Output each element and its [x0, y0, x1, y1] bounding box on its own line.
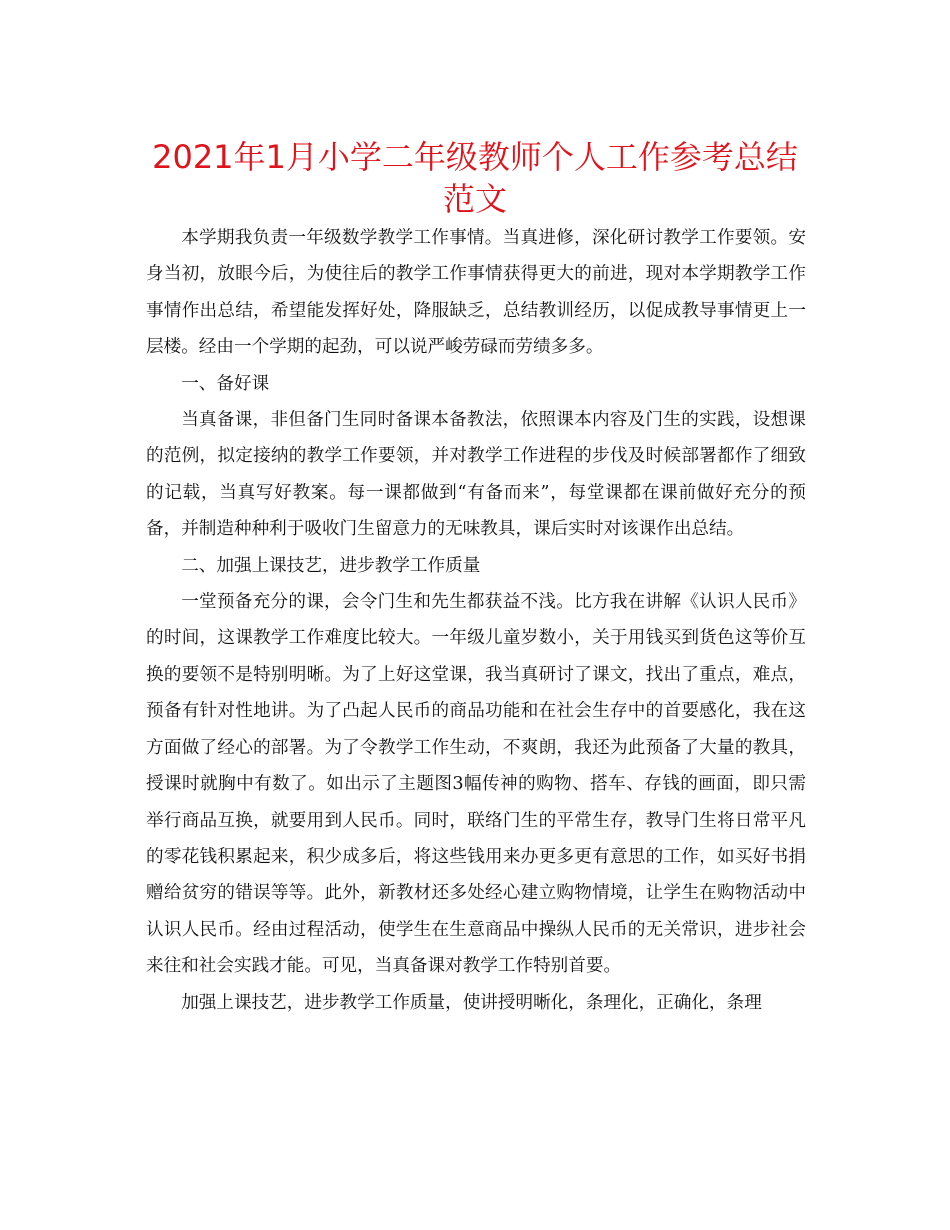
section-heading-1: 一、备好课	[181, 373, 270, 394]
document-body	[146, 220, 806, 1021]
paragraph-lesson-prep: 当真备课，非但备门生同时备课本备教法，依照课本内容及门生的实践，设想课的范例，拟定接纳的教学工作要领，并对教学工作进程的步伐及时候部署都作了细致的记载，当真写好教案。每一课都做到“有备而来”，每堂课都在课前做好充分的预备，并制造种种利于吸收门生留意力的无味教具，课后实时对该课作出总结。	[146, 410, 806, 540]
paragraph-intro: 本学期我负责一年级数学教学工作事情。当真进修，深化研讨教学工作要领。安身当初，放眼今后，为使往后的教学工作事情获得更大的前进，现对本学期教学工作事情作出总结，希望能发挥好处，降服缺乏，总结教训经历，以促成教导事情更上一层楼。经由一个学期的起劲，可以说严峻劳碌而劳绩多多。	[146, 228, 806, 358]
title-line-2: 范文	[442, 180, 507, 218]
document-title	[0, 136, 950, 220]
section-heading-2: 二、加强上课技艺，进步教学工作质量	[181, 555, 481, 576]
paragraph-teaching-skills: 加强上课技艺，进步教学工作质量，使讲授明晰化，条理化，正确化，条理	[181, 992, 762, 1013]
title-line-1: 2021年1月小学二年级教师个人工作参考总结	[152, 138, 798, 176]
paragraph-rmb-lesson: 一堂预备充分的课，会令门生和先生都获益不浅。比方我在讲解《认识人民币》的时间，这课教学工作难度比较大。一年级儿童岁数小，关于用钱买到货色这等价互换的要领不是特别明晰。为了上好这堂课，我当真研讨了课文，找出了重点，难点，预备有针对性地讲。为了凸起人民币的商品功能和在社会生存中的首要感化，我在这方面做了经心的部署。为了令教学工作生动，不爽朗，我还为此预备了大量的教具，授课时就胸中有数了。如出示了主题图3幅传神的购物、搭车、存钱的画面，即只需举行商品互换，就要用到人民币。同时，联络门生的平常生存，教导门生将日常平凡的零花钱积累起来，积少成多后，将这些钱用来办更多更有意思的工作，如买好书捐赠给贫穷的错误等等。此外，新教材还多处经心建立购物情境，让学生在购物活动中认识人民币。经由过程活动，使学生在生意商品中操纵人民币的无关常识，进步社会来往和社会实践才能。可见，当真备课对教学工作特别首要。	[146, 592, 806, 977]
